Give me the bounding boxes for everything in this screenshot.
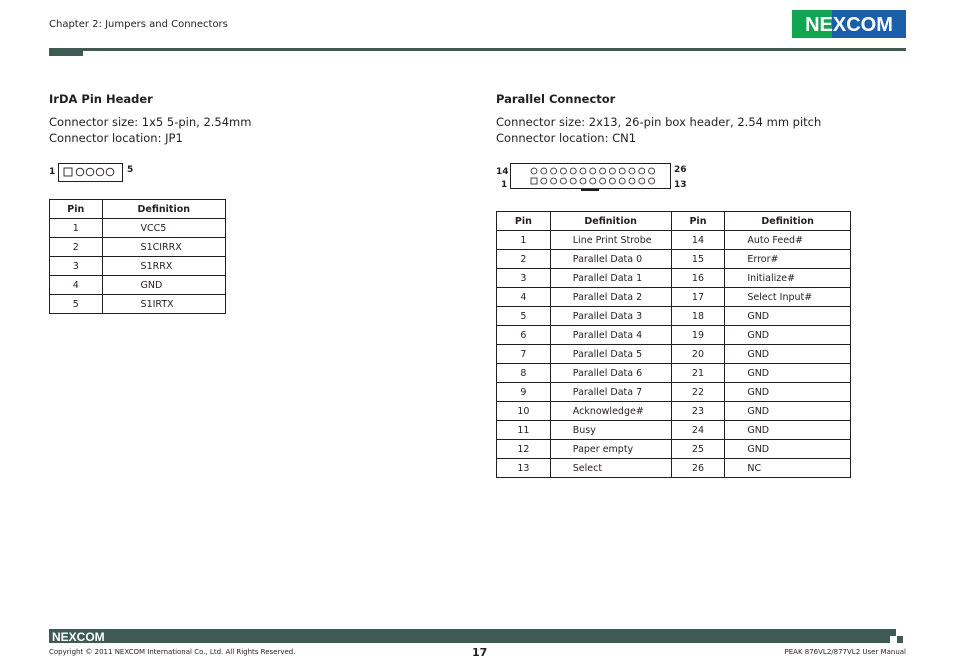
definition-cell: GND [725,402,851,421]
definition-cell: Parallel Data 4 [550,326,671,345]
table-row [50,276,226,295]
table-row [497,269,851,288]
header-rule [49,48,906,51]
pin-cell: 10 [497,402,551,421]
table-row [497,250,851,269]
parallel-pin-13-label: 13 [674,180,687,190]
definition-cell: GND [725,383,851,402]
irda-pin-table [49,199,226,314]
table-row [497,364,851,383]
definition-cell: Paper empty [550,440,671,459]
table-row [497,402,851,421]
definition-cell: Parallel Data 1 [550,269,671,288]
table-header-row [50,200,226,219]
table-row [497,459,851,478]
parallel-pin-1-label: 1 [501,180,508,190]
pin-cell: 22 [671,383,725,402]
connector-pin [600,178,606,184]
connector-pin [629,168,635,174]
connector-pin [600,168,606,174]
connector-pin [649,178,655,184]
connector-pin [580,178,586,184]
connector-pin [649,168,655,174]
pin-cell: 21 [671,364,725,383]
pin-cell: 19 [671,326,725,345]
pin-cell: 3 [497,269,551,288]
definition-cell: GND [725,307,851,326]
definition-cell: GND [725,364,851,383]
definition-cell: Parallel Data 7 [550,383,671,402]
parallel-header-diagram [510,163,672,192]
connector-pin [609,168,615,174]
definition-header: Definition [550,212,671,231]
pin-header: Pin [497,212,551,231]
table-row [50,295,226,314]
definition-cell: GND [102,276,225,295]
irda-header-diagram [58,163,124,183]
irda-pin-last-label: 5 [127,165,134,175]
pin-cell: 13 [497,459,551,478]
pin-cell: 15 [671,250,725,269]
logo-text: NEXCOM [805,14,893,36]
connector-pin [619,178,625,184]
table-row [497,345,851,364]
definition-cell: Initialize# [725,269,851,288]
connector-pin [560,178,566,184]
connector-pin [531,168,537,174]
pin-cell: 2 [50,238,103,257]
connector-pin [619,168,625,174]
pin-cell: 24 [671,421,725,440]
manual-title: PEAK 876VL2/877VL2 User Manual [784,648,906,656]
definition-header: Definition [102,200,225,219]
pin-cell: 3 [50,257,103,276]
definition-cell: S1RRX [102,257,225,276]
pin-cell: 2 [497,250,551,269]
pin-cell: 5 [50,295,103,314]
definition-cell: GND [725,345,851,364]
pin-cell: 25 [671,440,725,459]
table-row [497,231,851,250]
chapter-title: Chapter 2: Jumpers and Connectors [49,19,228,30]
pin-cell: 11 [497,421,551,440]
definition-cell: Error# [725,250,851,269]
connector-pin [639,168,645,174]
definition-cell: GND [725,421,851,440]
table-row [497,288,851,307]
connector-pin [531,178,537,184]
pin-cell: 8 [497,364,551,383]
pin-cell: 1 [497,231,551,250]
connector-pin [609,178,615,184]
nexcom-logo [792,10,906,38]
table-row [497,307,851,326]
parallel-connector-size: Connector size: 2x13, 26-pin box header, 2.54 mm pitch [496,115,822,129]
connector-pin [590,178,596,184]
pin-cell: 4 [497,288,551,307]
definition-cell: Select [550,459,671,478]
pin-cell: 26 [671,459,725,478]
table-row [50,257,226,276]
parallel-title: Parallel Connector [496,92,616,106]
pin-cell: 9 [497,383,551,402]
irda-pin-first-label: 1 [49,167,56,177]
copyright-text: Copyright © 2011 NEXCOM International Co., Ltd. All Rights Reserved. [49,648,296,656]
footer-corner-squares [890,629,906,643]
definition-cell: Line Print Strobe [550,231,671,250]
definition-cell: Acknowledge# [550,402,671,421]
definition-cell: Parallel Data 2 [550,288,671,307]
definition-cell: GND [725,440,851,459]
pin-header: Pin [671,212,725,231]
pin-cell: 23 [671,402,725,421]
table-row [497,440,851,459]
definition-cell: Parallel Data 6 [550,364,671,383]
parallel-pin-14-label: 14 [496,167,509,177]
definition-cell: GND [725,326,851,345]
table-row [50,238,226,257]
definition-cell: Parallel Data 3 [550,307,671,326]
table-row [497,383,851,402]
connector-pin [629,178,635,184]
connector-pin [541,178,547,184]
header-rule-block [49,48,83,56]
pin-cell: 1 [50,219,103,238]
irda-connector-size: Connector size: 1x5 5-pin, 2.54mm [49,115,252,129]
table-row [497,326,851,345]
connector-pin [580,168,586,174]
connector-pin [551,168,557,174]
connector-pin [590,168,596,174]
pin-cell: 4 [50,276,103,295]
connector-pin [639,178,645,184]
pin-cell: 20 [671,345,725,364]
connector-pin [570,168,576,174]
definition-cell: NC [725,459,851,478]
definition-cell: Select Input# [725,288,851,307]
pin-cell: 6 [497,326,551,345]
connector-pin [560,168,566,174]
table-row [497,421,851,440]
pin-cell: 17 [671,288,725,307]
definition-header: Definition [725,212,851,231]
page-number: 17 [472,646,488,659]
parallel-connector-location: Connector location: CN1 [496,131,637,145]
footer-nexcom-logo [52,630,108,642]
connector-pin [570,178,576,184]
pin-cell: 7 [497,345,551,364]
pin-header: Pin [50,200,103,219]
parallel-pin-26-label: 26 [674,165,687,175]
irda-connector-location: Connector location: JP1 [49,131,183,145]
table-row [50,219,226,238]
table-header-row [497,212,851,231]
footer-bar [49,629,906,643]
definition-cell: VCC5 [102,219,225,238]
footer-logo-text: NEXCOM [52,630,105,642]
definition-cell: Parallel Data 5 [550,345,671,364]
pin-cell: 18 [671,307,725,326]
definition-cell: Auto Feed# [725,231,851,250]
pin-cell: 14 [671,231,725,250]
connector-pin [551,178,557,184]
definition-cell: Busy [550,421,671,440]
pin-cell: 16 [671,269,725,288]
definition-cell: Parallel Data 0 [550,250,671,269]
definition-cell: S1CIRRX [102,238,225,257]
connector-pin [541,168,547,174]
parallel-pin-table [496,211,851,478]
definition-cell: S1IRTX [102,295,225,314]
pin-cell: 12 [497,440,551,459]
pin-cell: 5 [497,307,551,326]
irda-title: IrDA Pin Header [49,92,153,106]
